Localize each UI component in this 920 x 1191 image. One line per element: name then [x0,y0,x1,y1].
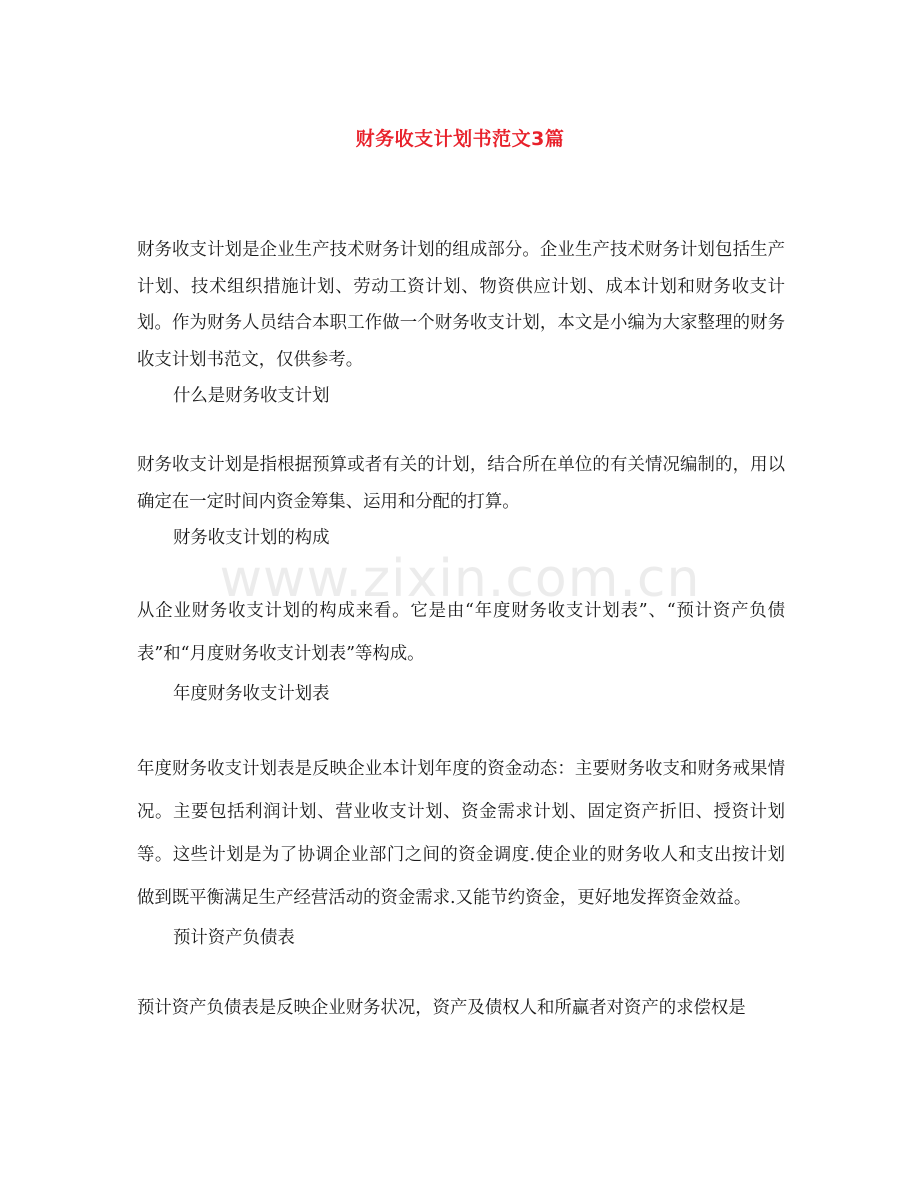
intro-paragraph: 财务收支计划是企业生产技术财务计划的组成部分。企业生产技术财务计划包括生产计划、技术组织措施计划、劳动工资计划、物资供应计划、成本计划和财务收支计划。作为财务人员结合本职工作做一个财务收支计划，本文是小编为大家整理的财务收支计划书范文，仅供参考。 [137,240,785,370]
document-title: 财务收支计划书范文3篇 [355,128,565,150]
spacer [137,712,785,748]
section-body-balance-sheet: 预计资产负债表是反映企业财务状况，资产及债权人和所赢者对资产的求偿权是 [137,998,746,1018]
spacer [137,556,785,590]
section-heading-annual-plan: 年度财务收支计划表 [173,684,330,704]
section-body-composition: 从企业财务收支计划的构成来看。它是由“年度财务收支计划表”、“预计资产负债表”和“月度财务收支计划表”等构成。 [137,601,785,664]
section-heading-balance-sheet: 预计资产负债表 [173,928,295,948]
spacer [137,956,785,990]
document-body [137,232,785,1027]
section-heading-composition: 财务收支计划的构成 [173,528,330,548]
spacer [137,414,785,447]
watermark-text: www.zixin.com.cn [219,549,701,609]
section-body-annual-plan: 年度财务收支计划表是反映企业本计划年度的资金动态：主要财务收支和财务戒果情况。主要包括利润计划、营业收支计划、资金需求计划、固定资产折旧、授资计划等。这些计划是为了协调企业部门之间的资金调度.使企业的财务收人和支出按计划做到既平衡满足生产经营活动的资金需求.又能节约资金，更好地发挥资金效益。 [137,759,785,908]
section-body-definition: 财务收支计划是指根据预算或者有关的计划，结合所在单位的有关情况编制的，用以确定在一定时间内资金筹集、运用和分配的打算。 [137,455,785,512]
section-heading-definition: 什么是财务收支计划 [173,386,330,406]
